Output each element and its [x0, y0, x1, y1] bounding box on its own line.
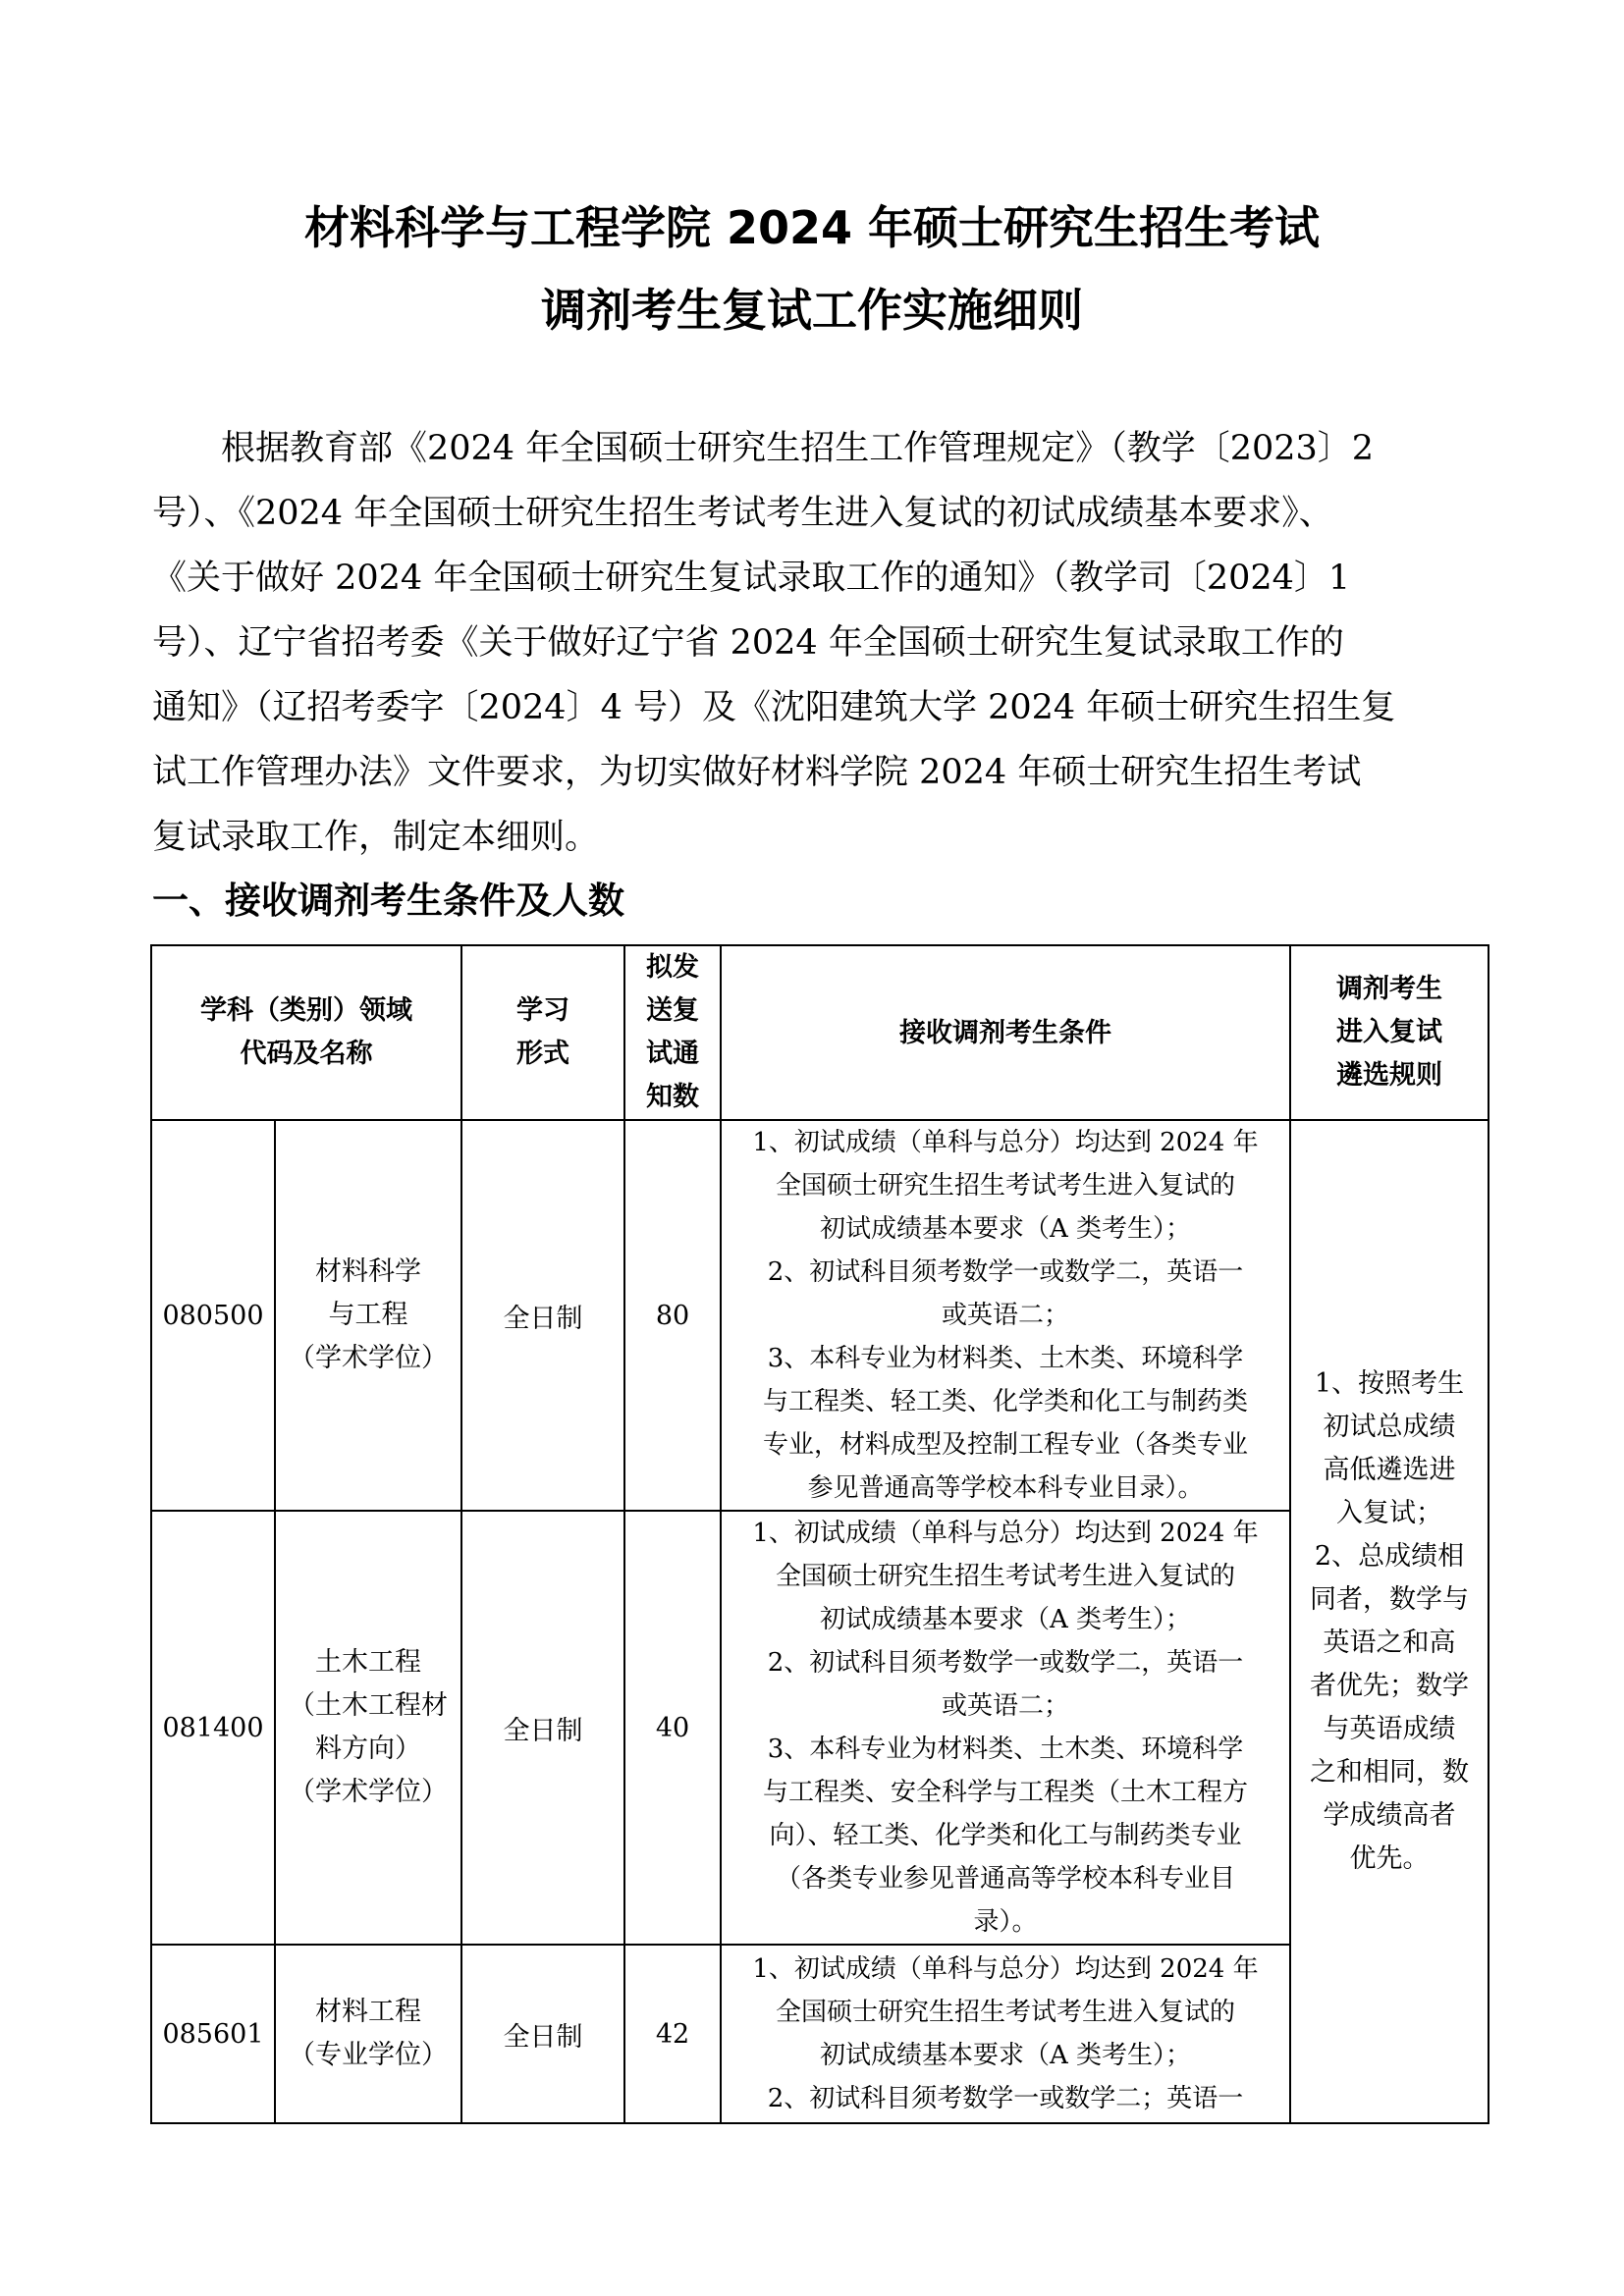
- header-notice-count: [624, 945, 721, 1120]
- conditions-cell: [721, 1945, 1290, 2123]
- rule-line: 初试总成绩: [1323, 1412, 1456, 1442]
- discipline-name: [275, 1945, 461, 2123]
- header-text: 知数: [646, 1082, 699, 1112]
- table-header-row: [151, 945, 1489, 1120]
- header-text: 遴选规则: [1336, 1060, 1442, 1091]
- table-row: [151, 1120, 1489, 1511]
- header-discipline: [151, 945, 461, 1120]
- rule-line: 之和相同，数: [1310, 1757, 1469, 1788]
- study-mode: 全日制: [461, 1511, 624, 1945]
- notice-count: 40: [624, 1511, 721, 1945]
- conditions-cell: [721, 1511, 1290, 1945]
- intro-line: 号）、辽宁省招考委《关于做好辽宁省 2024 年全国硕士研究生复试录取工作的: [152, 623, 1344, 663]
- discipline-name-line: 与工程: [328, 1300, 408, 1330]
- condition-line: 专业，材料成型及控制工程专业（各类专业: [762, 1430, 1248, 1460]
- header-text: 试通: [646, 1039, 699, 1069]
- study-mode: 全日制: [461, 1945, 624, 2123]
- quota-table: [150, 944, 1489, 2124]
- discipline-name-line: 材料工程: [315, 1997, 421, 2027]
- rule-line: 英语之和高: [1323, 1628, 1456, 1658]
- table-row: [151, 1945, 1489, 2123]
- header-text: 进入复试: [1336, 1017, 1442, 1047]
- header-text: 调剂考生: [1336, 974, 1442, 1004]
- discipline-name: [275, 1511, 461, 1945]
- condition-line: 向）、轻工类、化学类和化工与制药类专业: [769, 1821, 1242, 1850]
- condition-line: 或英语二；: [941, 1301, 1069, 1330]
- condition-line: 参见普通高等学校本科专业目录）。: [807, 1473, 1204, 1503]
- discipline-name-line: （专业学位）: [289, 2040, 448, 2070]
- condition-line: 1、初试成绩（单科与总分）均达到 2024 年: [752, 1954, 1259, 1984]
- rule-line: 1、按照考生: [1314, 1368, 1465, 1399]
- discipline-code: 085601: [151, 1945, 275, 2123]
- condition-line: 全国硕士研究生招生考试考生进入复试的: [775, 1998, 1235, 2027]
- discipline-code: 080500: [151, 1120, 275, 1511]
- intro-paragraph: [152, 416, 1497, 870]
- condition-line: 全国硕士研究生招生考试考生进入复试的: [775, 1171, 1235, 1201]
- header-text: 代码及名称: [240, 1039, 373, 1069]
- rule-line: 者优先；数学: [1310, 1671, 1469, 1701]
- header-text: 学科（类别）领域: [200, 995, 412, 1026]
- notice-count: 80: [624, 1120, 721, 1511]
- header-text: 形式: [516, 1039, 569, 1069]
- condition-line: 3、本科专业为材料类、土木类、环境科学: [767, 1344, 1244, 1373]
- condition-line: 初试成绩基本要求（A 类考生）；: [819, 2041, 1192, 2070]
- discipline-name: [275, 1120, 461, 1511]
- section-heading: 一、接收调剂考生条件及人数: [152, 880, 624, 922]
- header-selection-rule: [1290, 945, 1489, 1120]
- rule-line: 同者，数学与: [1310, 1584, 1469, 1615]
- discipline-name-line: 材料科学: [315, 1256, 421, 1287]
- rule-line: 高低遴选进: [1323, 1455, 1456, 1485]
- intro-line: 通知》（辽招考委字〔2024〕4 号）及《沈阳建筑大学 2024 年硕士研究生招生复: [152, 688, 1396, 727]
- condition-line: 全国硕士研究生招生考试考生进入复试的: [775, 1562, 1235, 1591]
- rule-line: 与英语成绩: [1323, 1714, 1456, 1744]
- intro-line: 试工作管理办法》文件要求，为切实做好材料学院 2024 年硕士研究生招生考试: [152, 753, 1362, 792]
- study-mode: 全日制: [461, 1120, 624, 1511]
- condition-line: 与工程类、轻工类、化学类和化工与制药类: [762, 1387, 1248, 1416]
- notice-count: 42: [624, 1945, 721, 2123]
- intro-line: 号）、《2024 年全国硕士研究生招生考试考生进入复试的初试成绩基本要求》、: [152, 494, 1333, 533]
- condition-line: 初试成绩基本要求（A 类考生）；: [819, 1214, 1192, 1244]
- condition-line: 与工程类、安全科学与工程类（土木工程方: [762, 1778, 1248, 1807]
- discipline-name-line: （土木工程材: [289, 1690, 448, 1721]
- condition-line: 录）。: [973, 1907, 1038, 1937]
- condition-line: 1、初试成绩（单科与总分）均达到 2024 年: [752, 1519, 1259, 1548]
- header-conditions: 接收调剂考生条件: [721, 945, 1290, 1120]
- discipline-name-line: 土木工程: [315, 1647, 421, 1678]
- condition-line: （各类专业参见普通高等学校本科专业目: [775, 1864, 1235, 1894]
- condition-line: 2、初试科目须考数学一或数学二；英语一: [767, 2084, 1244, 2113]
- selection-rule-cell: [1290, 1120, 1489, 2123]
- discipline-name-line: （学术学位）: [289, 1343, 448, 1373]
- header-study-mode: [461, 945, 624, 1120]
- condition-line: 2、初试科目须考数学一或数学二，英语一: [767, 1257, 1244, 1287]
- document-title-line-1: 材料科学与工程学院 2024 年硕士研究生招生考试: [303, 201, 1321, 254]
- rule-line: 2、总成绩相: [1314, 1541, 1465, 1572]
- conditions-cell: [721, 1120, 1290, 1511]
- condition-line: 1、初试成绩（单科与总分）均达到 2024 年: [752, 1128, 1259, 1157]
- document-title-line-2: 调剂考生复试工作实施细则: [541, 284, 1083, 337]
- header-text: 拟发: [646, 952, 699, 983]
- intro-line: 根据教育部《2024 年全国硕士研究生招生工作管理规定》（教学〔2023〕2: [221, 429, 1375, 468]
- rule-line: 学成绩高者: [1323, 1800, 1456, 1831]
- condition-line: 2、初试科目须考数学一或数学二，英语一: [767, 1648, 1244, 1678]
- header-text: 学习: [516, 995, 569, 1026]
- discipline-name-line: 料方向）: [315, 1734, 421, 1764]
- header-text: 送复: [646, 995, 699, 1026]
- condition-line: 或英语二；: [941, 1691, 1069, 1721]
- rule-line: 优先。: [1349, 1843, 1430, 1874]
- intro-line: 复试录取工作，制定本细则。: [152, 818, 600, 857]
- condition-line: 3、本科专业为材料类、土木类、环境科学: [767, 1735, 1244, 1764]
- intro-line: 《关于做好 2024 年全国硕士研究生复试录取工作的通知》（教学司〔2024〕1: [152, 559, 1351, 598]
- condition-line: 初试成绩基本要求（A 类考生）；: [819, 1605, 1192, 1634]
- rule-line: 入复试；: [1336, 1498, 1442, 1528]
- discipline-code: 081400: [151, 1511, 275, 1945]
- table-row: [151, 1511, 1489, 1945]
- discipline-name-line: （学术学位）: [289, 1777, 448, 1807]
